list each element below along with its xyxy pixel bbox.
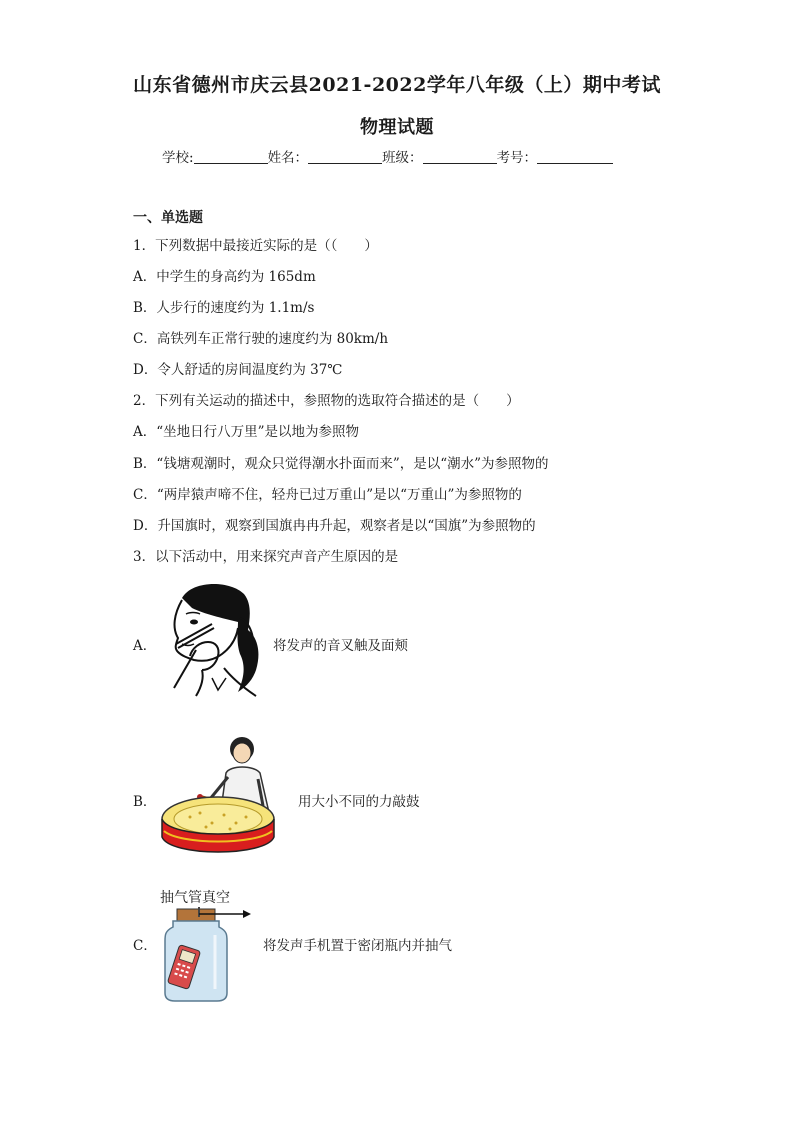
number-blank[interactable] — [537, 149, 613, 164]
exam-title: 山东省德州市庆云县2021-2022学年八年级（上）期中考试 — [133, 74, 661, 96]
question-3-option-c-label[interactable]: C． — [133, 938, 157, 954]
question-3-option-a-label[interactable]: A． — [133, 638, 157, 654]
name-label: 姓名： — [267, 150, 309, 166]
section-heading: 一、单选题 — [133, 210, 203, 226]
question-2-option-d[interactable]: D．升国旗时，观察到国旗冉冉升起，观察者是以“国旗”为参照物的 — [133, 518, 536, 534]
vacuum-tube-label: 抽气管真空 — [160, 890, 230, 906]
exam-subtitle: 物理试题 — [360, 117, 434, 138]
name-blank[interactable] — [308, 149, 382, 164]
tuning-fork-face-figure — [152, 578, 262, 703]
school-blank[interactable] — [194, 149, 268, 164]
student-info-line — [162, 146, 642, 166]
drum-figure — [160, 733, 288, 868]
school-label: 学校: — [162, 150, 194, 166]
vacuum-jar-figure — [155, 905, 260, 1003]
question-3-stem: 3．以下活动中，用来探究声音产生原因的是 — [133, 549, 399, 565]
class-blank[interactable] — [423, 149, 497, 164]
question-1-option-c[interactable]: C．高铁列车正常行驶的速度约为 80km/h — [133, 331, 389, 347]
question-1-option-b[interactable]: B．人步行的速度约为 1.1m/s — [133, 300, 315, 316]
question-1-stem: 1．下列数据中最接近实际的是（（ ） — [133, 238, 378, 254]
question-3-option-b-text[interactable]: 用大小不同的力敲鼓 — [298, 794, 420, 810]
number-label: 考号： — [496, 150, 538, 166]
question-1-option-a[interactable]: A．中学生的身高约为 165dm — [133, 269, 316, 285]
question-2-option-b[interactable]: B．“钱塘观潮时，观众只觉得潮水扑面而来”，是以“潮水”为参照物的 — [133, 456, 549, 472]
question-1-option-d[interactable]: D．令人舒适的房间温度约为 37℃ — [133, 362, 343, 378]
class-label: 班级： — [382, 150, 423, 166]
question-3-option-a-text[interactable]: 将发声的音叉触及面颊 — [273, 638, 408, 654]
question-2-option-c[interactable]: C．“两岸猿声啼不住，轻舟已过万重山”是以“万重山”为参照物的 — [133, 487, 522, 503]
question-3-option-c-text[interactable]: 将发声手机置于密闭瓶内并抽气 — [263, 938, 452, 954]
question-2-option-a[interactable]: A．“坐地日行八万里”是以地为参照物 — [133, 424, 360, 440]
question-2-stem: 2．下列有关运动的描述中，参照物的选取符合描述的是（ ） — [133, 393, 520, 409]
question-3-option-b-label[interactable]: B． — [133, 794, 157, 810]
